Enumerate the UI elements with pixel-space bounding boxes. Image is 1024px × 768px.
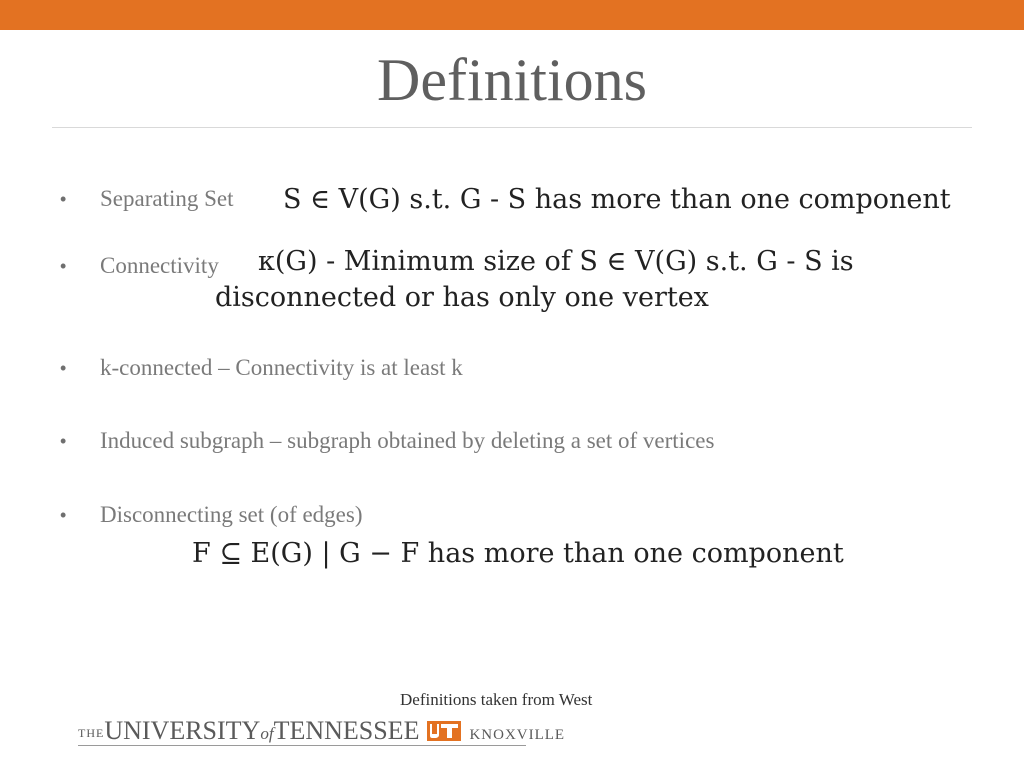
item-label-separating-set: Separating Set — [100, 186, 234, 211]
page-title: Definitions — [377, 47, 647, 113]
bullet-marker: • — [60, 505, 67, 525]
item-label-connectivity: Connectivity — [100, 253, 219, 278]
item-math-connectivity: κ(G) - Minimum size of S ∈ V(G) s.t. G - S is — [258, 246, 854, 277]
bullet-marker: • — [60, 189, 67, 209]
item-math-connectivity-cont: disconnected or has only one vertex — [215, 282, 709, 313]
item-label-k-connected: k-connected – Connectivity is at least k — [100, 355, 463, 380]
item-label-induced-subgraph: Induced subgraph – subgraph obtained by deleting a set of vertices — [100, 428, 715, 453]
item-math-disconnecting-set: F ⊆ E(G) | G − F has more than one component — [192, 538, 844, 569]
logo-knoxville: KNOXVILLE — [469, 727, 566, 743]
footer-note: Definitions taken from West — [400, 690, 593, 709]
bullet-marker: • — [60, 358, 67, 378]
logo-of: of — [260, 724, 274, 743]
title-divider — [52, 127, 972, 128]
bullet-marker: • — [60, 256, 67, 276]
item-math-separating-set: S ∈ V(G) s.t. G - S has more than one component — [283, 184, 951, 215]
logo-university: UNIVERSITY — [104, 716, 261, 745]
bullet-marker: • — [60, 431, 67, 451]
top-accent-bar — [0, 0, 1024, 30]
logo-the: THE — [78, 726, 105, 740]
logo-underline — [78, 745, 526, 746]
power-t-icon — [427, 721, 461, 746]
university-logo — [78, 716, 565, 746]
item-label-disconnecting-set: Disconnecting set (of edges) — [100, 502, 363, 527]
logo-tennessee: TENNESSEE — [273, 716, 420, 745]
